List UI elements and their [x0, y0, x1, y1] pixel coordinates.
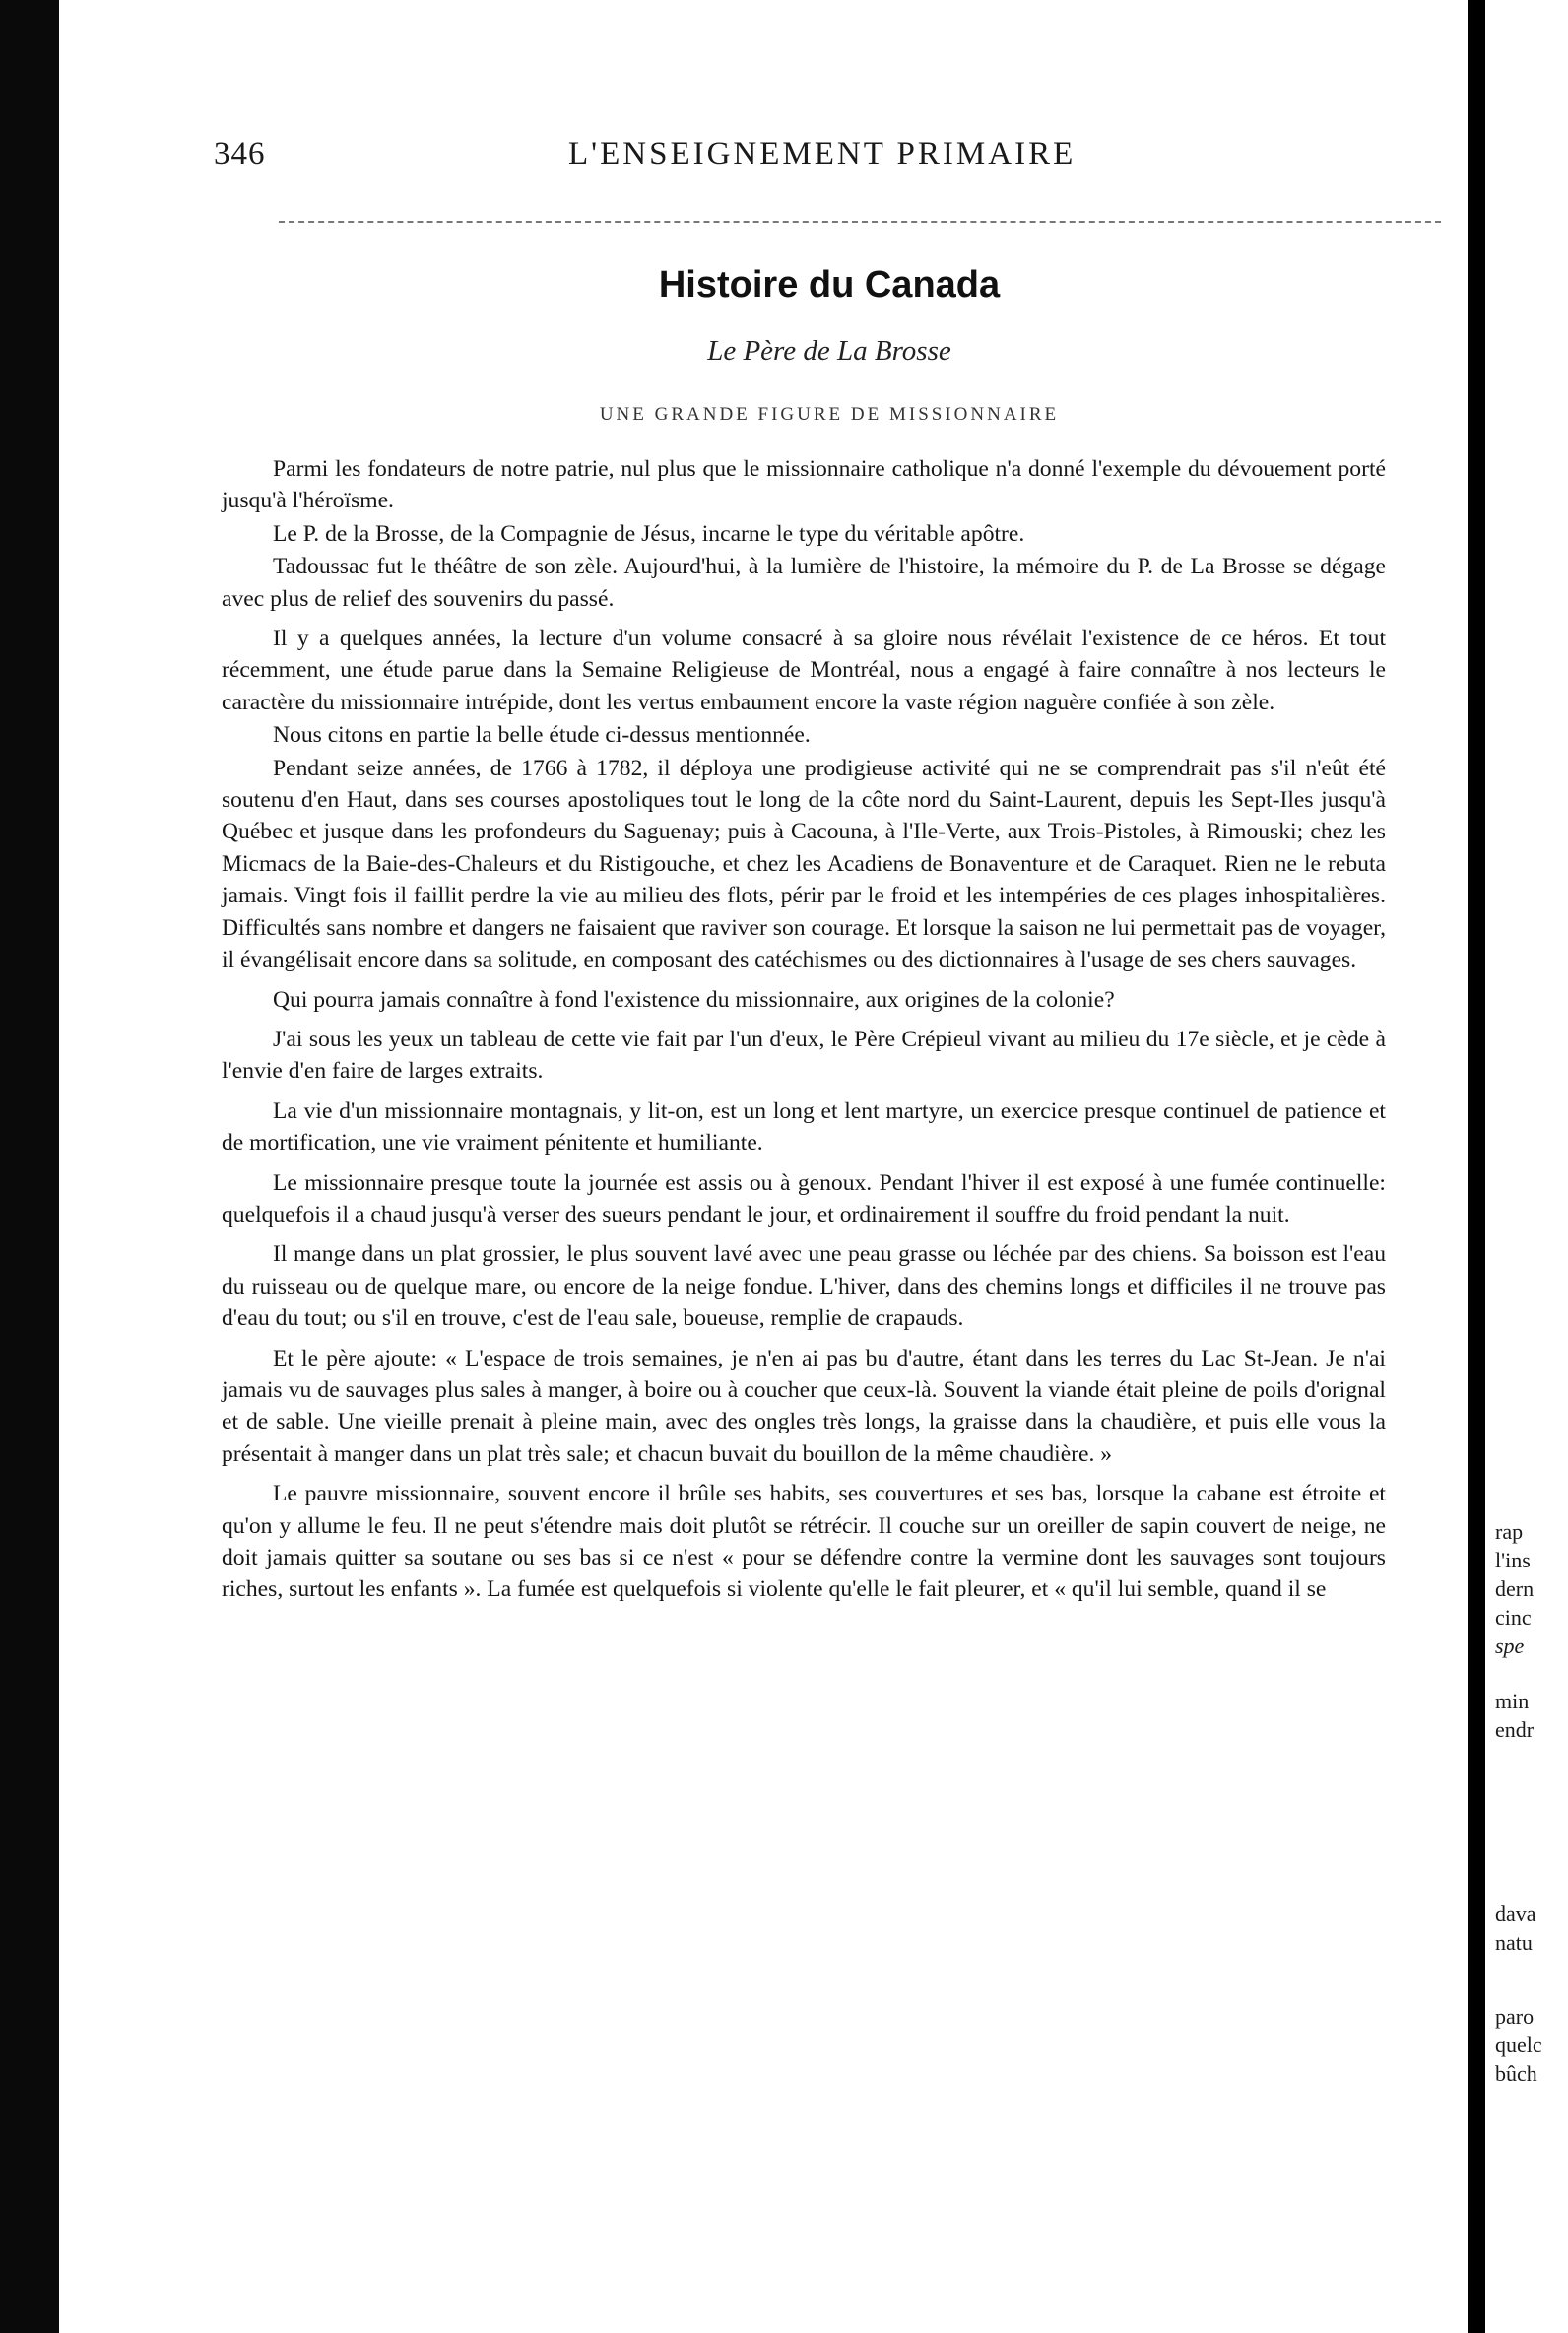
adjacent-page-fragment: quelc [1495, 2033, 1542, 2057]
paragraph: Parmi les fondateurs de notre patrie, nul plus que le missionnaire catholique n'a donné l'exemple du dévouement porté jusqu'à l'héroïsme. [222, 456, 1386, 514]
adjacent-page-fragment: dava [1495, 1901, 1536, 1926]
adjacent-page-fragment: endr [1495, 1717, 1535, 1742]
article-body [222, 453, 1386, 1607]
article-subtitle: Le Père de La Brosse [707, 335, 951, 367]
paragraph: J'ai sous les yeux un tableau de cette vie fait par l'un d'eux, le Père Crépieul vivant au milieu du 17e siècle, et je cède à l'envie d'en faire de larges extraits. [222, 1026, 1386, 1085]
paragraph: Le missionnaire presque toute la journée est assis ou à genoux. Pendant l'hiver il est exposé à une fumée continuelle: quelquefois il a chaud jusqu'à verser des sueurs pendant le jour, et ordinairement il souffre du froid pendant la nuit. [222, 1169, 1386, 1228]
adjacent-page-fragment: cinc [1495, 1605, 1532, 1630]
page-number: 346 [214, 136, 266, 171]
book-page [59, 0, 1468, 2333]
paragraph: Tadoussac fut le théâtre de son zèle. Aujourd'hui, à la lumière de l'histoire, la mémoire du P. de La Brosse se dégage avec plus de relief des souvenirs du passé. [222, 554, 1386, 612]
adjacent-page-fragment: dern [1495, 1576, 1535, 1601]
adjacent-page-fragment: l'ins [1495, 1548, 1531, 1572]
scan-left-edge [0, 0, 59, 2333]
adjacent-page-fragment: natu [1495, 1930, 1533, 1955]
article-title: Histoire du Canada [658, 264, 1001, 305]
journal-title: L'ENSEIGNEMENT PRIMAIRE [568, 136, 1077, 171]
adjacent-page-fragment: bûch [1495, 2061, 1537, 2086]
paragraph: Il mange dans un plat grossier, le plus souvent lavé avec une peau grasse ou léchée par des chiens. Sa boisson est l'eau du ruisseau ou de quelque mare, ou encore de la neige fondue. L'hiver, dans des chemins longs et difficiles il ne trouve pas d'eau du tout; ou s'il en trouve, c'est de l'eau sale, boueuse, remplie de crapauds. [222, 1241, 1386, 1332]
adjacent-page-fragment: paro [1495, 2004, 1535, 2029]
adjacent-page-edge [1485, 0, 1568, 2333]
adjacent-page-fragment: spe [1495, 1633, 1525, 1658]
paragraph: Nous citons en partie la belle étude ci-dessus mentionnée. [273, 722, 811, 749]
paragraph: Le P. de la Brosse, de la Compagnie de Jésus, incarne le type du véritable apôtre. [273, 520, 1025, 547]
paragraph: Il y a quelques années, la lecture d'un volume consacré à sa gloire nous révélait l'existence de ce héros. Et tout récemment, une étude parue dans la Semaine Religieuse de Montréal, nous a engagé à faire connaître à nos lecteurs le caractère du missionnaire intrépide, dont les vertus embaument encore la vaste région naguère confiée à son zèle. [222, 626, 1386, 715]
header-rule [279, 221, 1441, 223]
paragraph: La vie d'un missionnaire montagnais, y lit-on, est un long et lent martyre, un exercice presque continuel de patience et de mortification, une vie vraiment pénitente et humiliante. [222, 1098, 1386, 1157]
paragraph: Qui pourra jamais connaître à fond l'existence du missionnaire, aux origines de la colonie? [273, 986, 1115, 1013]
running-head [214, 136, 1445, 185]
paragraph: Et le père ajoute: « L'espace de trois semaines, je n'en ai pas bu d'autre, étant dans les terres du Lac St-Jean. Je n'ai jamais vu de sauvages plus sales à manger, à boire ou à coucher que ceux-là. Souvent la viande était pleine de poils d'orignal et de sable. Une vieille prenait à pleine main, avec des ongles très longs, la graisse dans la chaudière, et puis elle vous la présentait à manger dans un plat très sale; et chacun buvait du bouillon de la même chaudière. » [222, 1345, 1386, 1467]
paragraph: Pendant seize années, de 1766 à 1782, il déploya une prodigieuse activité qui ne se comprendrait pas s'il n'eût été soutenu d'en Haut, dans ses courses apostoliques tout le long de la côte nord du Saint-Laurent, depuis les Sept-Iles jusqu'à Québec et jusque dans les profondeurs du Saguenay; puis à Cacouna, à l'Ile-Verte, aux Trois-Pistoles, à Rimouski; chez les Micmacs de la Baie-des-Chaleurs et du Ristigouche, et chez les Acadiens de Bonaventure et de Caraquet. Rien ne le rebuta jamais. Vingt fois il faillit perdre la vie au milieu des flots, périr par le froid et les intempéries de ces plages inhospitalières. Difficultés sans nombre et dangers ne faisaient que raviver son courage. Et lorsque la saison ne lui permettait pas de voyager, il évangélisait encore dans sa solitude, en composant des catéchismes ou des dictionnaires à l'usage de ses chers sauvages. [222, 755, 1386, 973]
section-heading: UNE GRANDE FIGURE DE MISSIONNAIRE [599, 404, 1060, 425]
paragraph: Le pauvre missionnaire, souvent encore il brûle ses habits, ses couvertures et ses bas, lorsque la cabane est étroite et qu'on y allume le feu. Il ne peut s'étendre mais doit plutôt se rétrécir. Il couche sur un oreiller de sapin couvert de neige, ne doit jamais quitter sa soutane ou ses bas si ce n'est « pour se défendre contre la vermine dont les sauvages sont toujours riches, surtout les enfants ». La fumée est quelquefois si violente qu'elle le fait pleurer, et « qu'il lui semble, quand il se [222, 1481, 1386, 1603]
adjacent-page-fragment: min [1495, 1689, 1530, 1713]
adjacent-page-fragment: rap [1495, 1519, 1524, 1544]
